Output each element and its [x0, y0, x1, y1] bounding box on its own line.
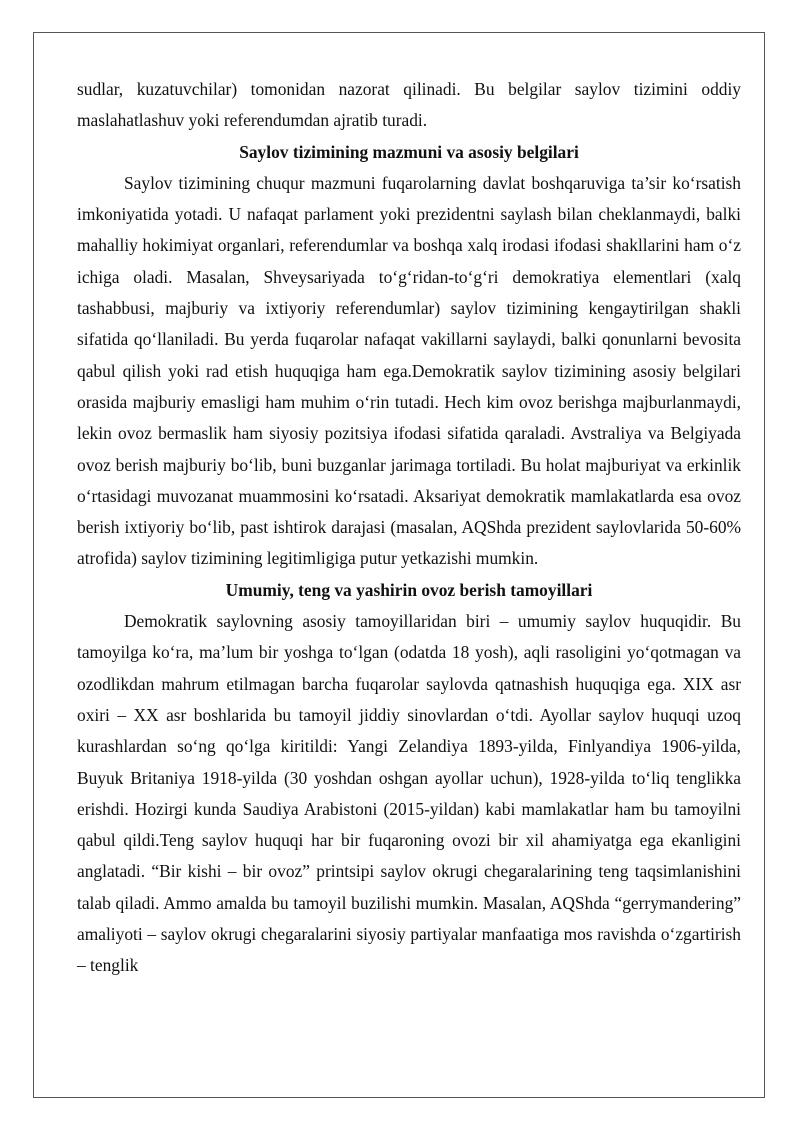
paragraph-1: sudlar, kuzatuvchilar) tomonidan nazorat qilinadi. Bu belgilar saylov tizimini oddiy maslahatlashuv yoki referendumdan ajratib turadi. [77, 79, 741, 131]
section-heading-2: Umumiy, teng va yashirin ovoz berish tamoyillari [225, 579, 593, 600]
paragraph-3: Demokratik saylovning asosiy tamoyillaridan biri – umumiy saylov huquqidir. Bu tamoyilga ko‘ra, ma’lum bir yoshga to‘lgan (odatda 18 yosh), aqli rasoligini yo‘qotmagan va ozodlikdan mahrum etilmagan barcha fuqarolar saylovda qatnashish huquqiga ega. XIX asr oxiri – XX asr boshlarida bu tamoyil jiddiy sinovlardan o‘tdi. Ayollar saylov huquqi uzoq kurashlardan so‘ng qo‘lga kiritildi: Yangi Zelandiya 1893-yilda, Finlyandiya 1906-yilda, Buyuk Britaniya 1918-yilda (30 yoshdan oshgan ayollar uchun), 1928-yilda to‘liq tenglikka erishdi. Hozirgi kunda Saudiya Arabistoni (2015-yildan) kabi mamlakatlar ham bu tamoyilni qabul qildi.Teng saylov huquqi har bir fuqaroning ovozi bir xil ahamiyatga ega ekanligini anglatadi. “Bir kishi – bir ovoz” printsipi saylov okrugi chegaralarining teng taqsimlanishini talab qiladi. Ammo amalda bu tamoyil buzilishi mumkin. Masalan, AQShda “gerrymandering” amaliyoti – saylov okrugi chegaralarini siyosiy partiyalar manfaatiga mos ravishda o‘zgartirish – tenglik [77, 611, 741, 976]
page-content [77, 74, 741, 982]
paragraph-2: Saylov tizimining chuqur mazmuni fuqarolarning davlat boshqaruviga ta’sir ko‘rsatish imkoniyatida yotadi. U nafaqat parlament yoki prezidentni saylash bilan cheklanmaydi, balki mahalliy hokimiyat organlari, referendumlar va boshqa xalq irodasi ifodasi shakllarini ham o‘z ichiga oladi. Masalan, Shveysariyada to‘g‘ridan-to‘g‘ri demokratiya elementlari (xalq tashabbusi, majburiy va ixtiyoriy referendumlar) saylov tizimining kengaytirilgan shakli sifatida qo‘llaniladi. Bu yerda fuqarolar nafaqat vakillarni saylaydi, balki qonunlarni bevosita qabul qilish yoki rad etish huquqiga ham ega.Demokratik saylov tizimining asosiy belgilari orasida majburiy emasligi ham muhim o‘rin tutadi. Hech kim ovoz berishga majburlanmaydi, lekin ovoz bermaslik ham siyosiy pozitsiya ifodasi sifatida qaraladi. Avstraliya va Belgiyada ovoz berish majburiy bo‘lib, buni buzganlar jarimaga tortiladi. Bu holat majburiyat va erkinlik o‘rtasidagi muvozanat muammosini ko‘rsatadi. Aksariyat demokratik mamlakatlarda esa ovoz berish ixtiyoriy bo‘lib, past ishtirok darajasi (masalan, AQShda prezident saylovlarida 50-60% atrofida) saylov tizimining legitimligiga putur yetkazishi mumkin. [77, 172, 741, 569]
section-heading-1: Saylov tizimining mazmuni va asosiy belgilari [239, 141, 579, 162]
